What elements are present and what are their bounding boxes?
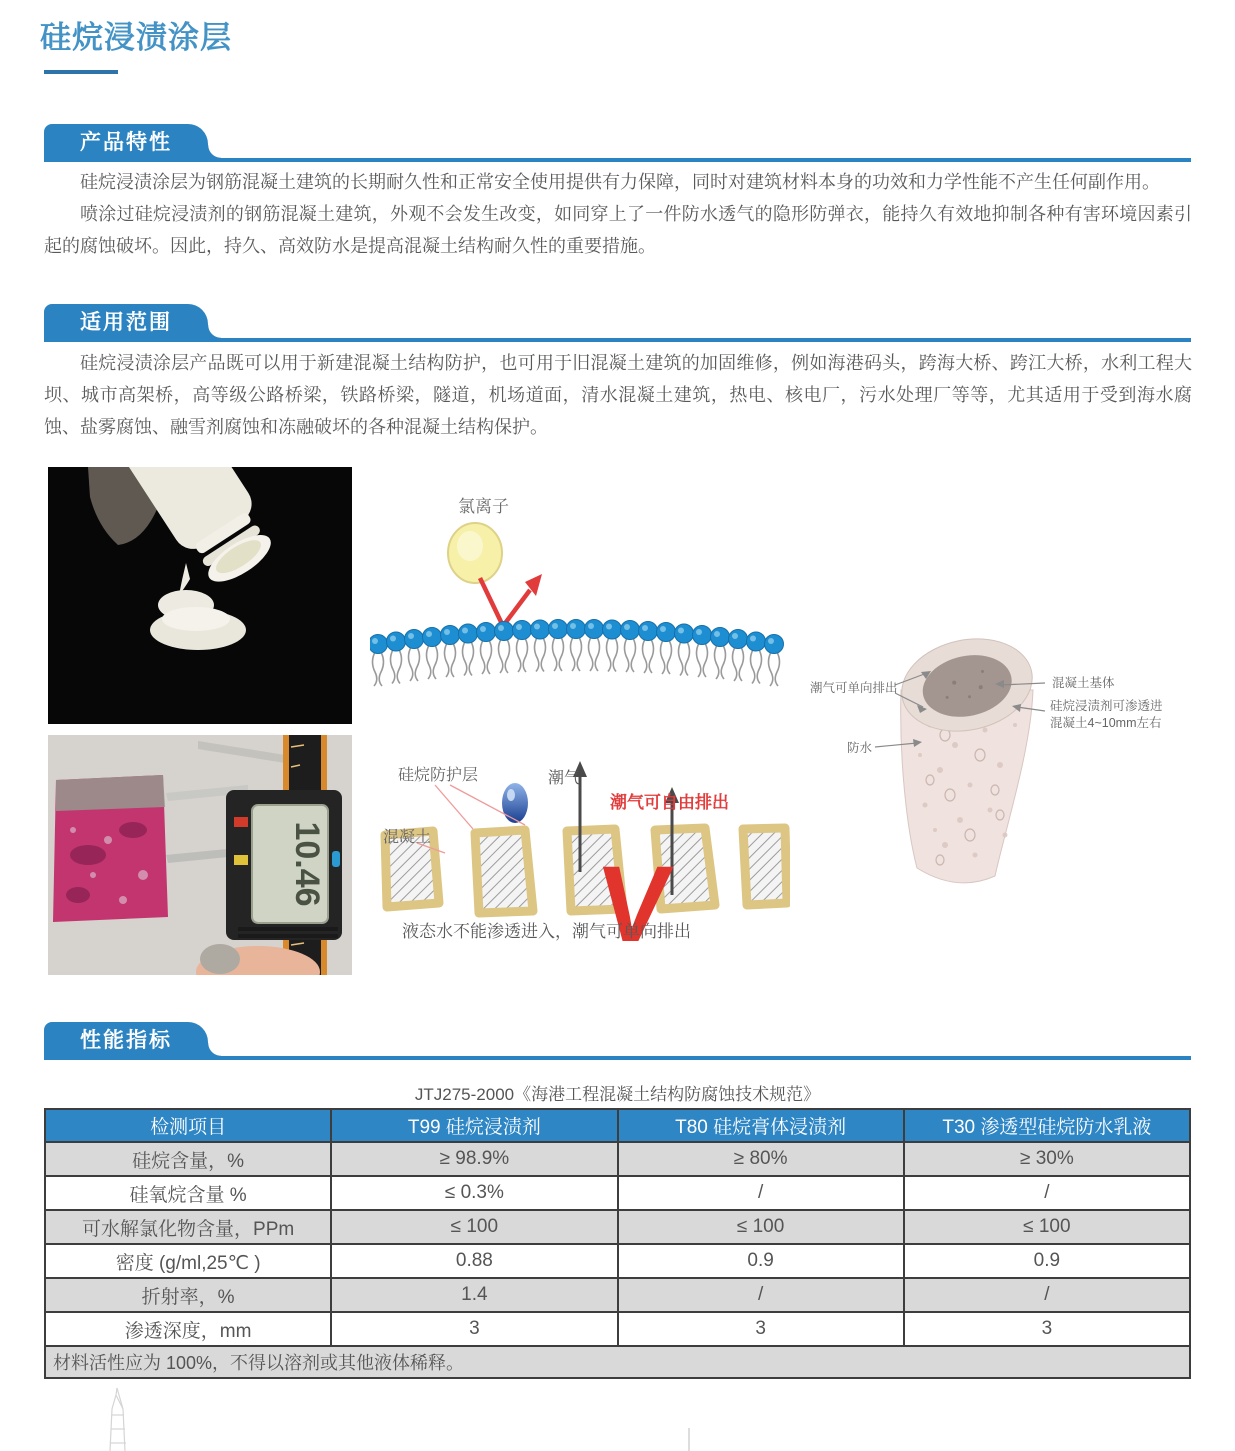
cell: 可水解氯化物含量，PPm [45, 1210, 331, 1244]
cell: 渗透深度，mm [45, 1312, 331, 1346]
cream-blob-mid [162, 607, 230, 631]
cell: 0.9 [618, 1244, 904, 1278]
diagram-cylinder [795, 635, 1235, 945]
caliper-button-red [234, 817, 248, 827]
pores-label-moisture: 潮气 [548, 770, 581, 787]
cell: 硅烷含量，% [45, 1142, 331, 1176]
caliper-lcd-reading: 10.46 [288, 821, 326, 907]
features-paragraph-2: 喷涂过硅烷浸渍剂的钢筋混凝土建筑，外观不会发生改变，如同穿上了一件防水透气的隐形防弹衣，能持久有效地抑制各种有害环境因素引起的腐蚀破坏。因此，持久、高效防水是提高混凝土结构耐久性的重要措施。 [44, 204, 1192, 256]
cell: 硅氧烷含量 % [45, 1176, 331, 1210]
cell: 3 [331, 1312, 617, 1346]
cell: ≥ 98.9% [331, 1142, 617, 1176]
photo-silane-cream-pour [48, 467, 352, 724]
section-header-features [44, 124, 1191, 162]
cylinder-label-waterproof: 防水 [847, 741, 873, 755]
cell: 0.88 [331, 1244, 617, 1278]
section-rule [44, 158, 1191, 162]
title-underline [44, 70, 118, 74]
table-row [45, 1142, 1190, 1176]
chloride-label: 氯离子 [458, 497, 509, 516]
table-row [45, 1176, 1190, 1210]
water-droplet [502, 783, 528, 823]
table-row [45, 1278, 1190, 1312]
cell: 3 [618, 1312, 904, 1346]
table-footnote: 材料活性应为 100%，不得以溶剂或其他液体稀释。 [45, 1346, 1190, 1378]
photo-caliper-measurement [48, 735, 352, 975]
cell: / [618, 1176, 904, 1210]
table-row [45, 1312, 1190, 1346]
cell: 1.4 [331, 1278, 617, 1312]
droplet-highlight [507, 789, 515, 801]
header-t80: T80 硅烷膏体浸渍剂 [618, 1109, 904, 1142]
cell: / [904, 1176, 1190, 1210]
features-paragraph-1: 硅烷浸渍涂层为钢筋混凝土建筑的长期耐久性和正常安全使用提供有力保障，同时对建筑材料本身的功效和力学性能不产生任何副作用。 [80, 172, 1160, 192]
watermark-line [688, 1428, 690, 1451]
section-tab-performance: 性能指标 [44, 1022, 208, 1060]
table-header-row [45, 1109, 1190, 1142]
table-caption: JTJ275-2000《海港工程混凝土结构防腐蚀技术规范》 [414, 1085, 821, 1104]
features-paragraphs [44, 166, 1192, 262]
cell: ≤ 100 [331, 1210, 617, 1244]
cell: ≤ 100 [904, 1210, 1190, 1244]
diagram-breathable-coating [375, 745, 790, 970]
cell: ≤ 0.3% [331, 1176, 617, 1210]
header-test-item: 检测项目 [45, 1109, 331, 1142]
chloride-ion-highlight [457, 531, 483, 561]
caliper-button-blue [332, 851, 340, 867]
table-row [45, 1210, 1190, 1244]
cell: ≥ 80% [618, 1142, 904, 1176]
cell: 折射率，% [45, 1278, 331, 1312]
cell: 3 [904, 1312, 1190, 1346]
caliper-button-yellow [234, 855, 248, 865]
cell: / [618, 1278, 904, 1312]
cell: 0.9 [904, 1244, 1190, 1278]
check-v-icon: V [591, 843, 677, 964]
table-row [45, 1244, 1190, 1278]
diagram-chloride-repel [370, 478, 790, 703]
cell: ≥ 30% [904, 1142, 1190, 1176]
header-t30: T30 渗透型硅烷防水乳液 [904, 1109, 1190, 1142]
cell: / [904, 1278, 1190, 1312]
block-gray-top [56, 775, 165, 811]
section-tab-scope: 适用范围 [44, 304, 208, 342]
table-footer-row [45, 1346, 1190, 1378]
pores-label-concrete: 混凝土 [383, 829, 432, 846]
scope-paragraph-text: 硅烷浸渍涂层产品既可以用于新建混凝土结构防护，也可用于旧混凝土建筑的加固维修，例如海港码头，跨海大桥、跨江大桥，水利工程大坝、城市高架桥，高等级公路桥梁，铁路桥梁，隧道，机场道面，清水混凝土建筑，热电、核电厂，污水处理厂等等，尤其适用于受到海水腐蚀、盐雾腐蚀、融雪剂腐蚀和冻融破坏的各种混凝土结构保护。 [44, 353, 1192, 437]
watermark-building-sketch [92, 1385, 162, 1451]
cylinder-label-matrix: 混凝土基体 [1052, 676, 1115, 690]
section-rule [44, 338, 1191, 342]
metal-knob [200, 944, 240, 974]
cylinder-label-penetrate-2: 混凝土4~10mm左右 [1050, 716, 1162, 730]
section-tab-features: 产品特性 [44, 124, 208, 162]
section-header-performance [44, 1022, 1191, 1060]
pores-caption: 液态水不能渗透进入，潮气可单向排出 [402, 922, 691, 941]
cylinder-label-penetrate-1: 硅烷浸渍剂可渗透进 [1050, 699, 1163, 713]
cylinder-label-oneway: 潮气可单向排出 [810, 681, 898, 695]
page-title: 硅烷浸渍涂层 [40, 20, 232, 55]
scope-paragraph [44, 347, 1192, 443]
section-header-scope [44, 304, 1191, 342]
pores-label-free-escape: 潮气可自由排出 [610, 793, 729, 812]
section-rule [44, 1056, 1191, 1060]
cell: ≤ 100 [618, 1210, 904, 1244]
performance-table [44, 1108, 1191, 1379]
cell: 密度 (g/ml,25℃ ) [45, 1244, 331, 1278]
pores-label-protect: 硅烷防护层 [398, 767, 479, 784]
header-t99: T99 硅烷浸渍剂 [331, 1109, 617, 1142]
